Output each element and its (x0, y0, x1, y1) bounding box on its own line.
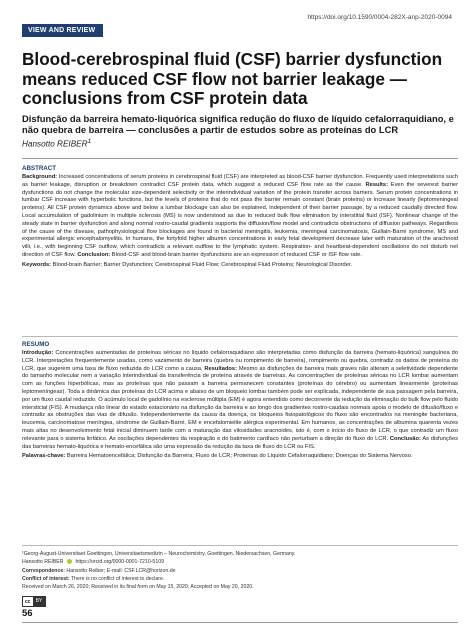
conclusion-label: Conclusion: (77, 251, 111, 258)
results-text: Even the severest barrier dysfunctions do not change the molecular size-dependent selectivity or the interindividual variation of the protein transfer across barriers. Serum protein concentrations in lumbar CSF increase with hyperbolic functions, but the levels of proteins that do not pass the barrier remain constant (brain proteins) or increase linearly (leptomeningeal proteins). All CSF protein dynamics above and below a lumbar blockage can also be explained, independent of their barrier passage, by a reduced caudally directed flow. Local accumulation of gadolinium in multiple sclerosis (MS) is now understood as due to reduced bulk flow elimination by interstitial fluid (ISF). Nonlinear change of the steady state in barrier dysfunction and along normal rostro-caudal gradients supports the diffusion/flow model and contradicts obstructions of diffusion pathways. Regardless of the cause of the disease, pathophysiological flow blockages are found in bacterial meningitis, leukemia, meningeal carcinomatosis, Guillain-Barré syndrome, MS and experimental allergic encephalomyelitis. In humans, the fortyfold higher albumin concentrations in early fetal development decrease later with maturation of the arachnoid villi, i.e., with beginning CSF outflow, which contradicts a relevant outflow to the lymphatic system. Respiration- and heartbeat-dependent oscillations do not disturb net direction of CSF flow. (22, 181, 458, 258)
intro-text: Concentrações aumentadas de proteínas séricas no líquido cefalorraquidiano são interpretadas como disfunção da barreira (hemato-liquórica) sanguínea do LCR. Interpretações frequentemente usadas, como vazamento de barreira (quebra ou rompimento de barreira), rompimento ou quebra, contradiz os dados de proteína do LCR, que sugerem uma taxa de fluxo reduzida do LCR como a causa. (22, 350, 458, 372)
orcid-icon (67, 559, 72, 564)
section-tag: VIEW AND REVIEW (22, 24, 103, 37)
keywords-text: Blood-brain Barrier; Barrier Dysfunction; Cerebrospinal Fluid Flow; Cerebrospinal Fluid Proteins; Neurological Disorder. (52, 261, 353, 268)
conclusion-text: Blood-CSF and blood-brain barrier dysfunctions are an expression of reduced CSF or ISF flow rate. (111, 251, 362, 258)
page-number: 56 (22, 608, 33, 619)
conclusao-text: As disfunções das barreiras hemato-liquórica e hemato-encefálica são uma expressão da redução da taxa de fluxo do LCR ou FIS. (22, 435, 458, 450)
palavras-chave-line (22, 453, 458, 461)
orcid-link[interactable]: https://orcid.org/0000-0001-7210-5109 (75, 559, 164, 566)
article-title: Blood-cerebrospinal fluid (CSF) barrier dysfunction means reduced CSF flow not barrier leakage — conclusions from CSF protein data (22, 49, 443, 108)
background-label: Background: (22, 174, 58, 180)
palavras-chave-text: Barreira Hematoencefálica; Disfunção da Barreira; Fluxo de LCR; Proteínas do Líquido Cefalorraquidiano; Doenças do Sistema Nervoso. (66, 453, 413, 460)
resumo-heading: RESUMO (22, 341, 50, 348)
received-line: Received on March 26, 2020; Received in its final form on May 15, 2020; Accepted on May 20, 2020. (22, 584, 254, 591)
author-name: Hansotto REIBER$^1$ (22, 138, 92, 149)
abstract-heading: ABSTRACT (22, 165, 57, 172)
intro-label: Introdução: (22, 350, 54, 356)
correspondence-line: Correspondence: Hansotto Reiber; E-mail: CSF.LCR@horizon.de (22, 567, 176, 574)
abstract-body (22, 174, 458, 260)
affiliation: ¹Georg-August-Universitaet Goettingen, Universitaetsmedizin – Neurochemistry, Goettingen, Niedersachsen, Germany. (22, 551, 296, 557)
abstract-section (22, 158, 458, 270)
conflict-line: Conflict of interest: There is no conflict of interest to declare. (22, 575, 165, 582)
background-text: Increased concentrations of serum proteins in cerebrospinal fluid (CSF) are interpreted as blood-CSF barrier dysfunction. Frequently used interpretations such as barrier leakage, disruption or breakdown contradict CSF protein data, which suggest a reduced CSF flow rate as the cause. (22, 174, 458, 188)
page-divider (22, 622, 458, 623)
doi-link[interactable]: https://doi.org/10.1590/0004-282X-anp-2020-0094 (307, 14, 452, 21)
resumo-body (22, 350, 458, 451)
resultados-label: Resultados: (204, 365, 237, 372)
keywords-label: Keywords: (22, 261, 52, 268)
keywords-line (22, 262, 458, 270)
results-label: Results: (365, 181, 388, 188)
orcid-line: Hansotto REIBER https://orcid.org/0000-0001-7210-5109 (22, 559, 164, 566)
resumo-section (22, 336, 458, 461)
article-subtitle: Disfunção da barreira hemato-liquórica significa redução do fluxo de líquido cefalorraquidiano, e não quebra de barreira — conclusões a partir de estudos sobre as proteínas do LCR (22, 113, 454, 136)
resultados-text: Mesmo as disfunções de barreira mais graves não alteram a seletividade dependente do tamanho molecular nem a variação interindividual da transferência de proteína através de barreiras. As concentrações de proteínas séricas no LCR lombar aumentam com as funções hiperbólicas, mas as proteínas que não passam a barreira permanecem constantes (proteínas do cérebro) ou aumentam linearmente (proteínas leptomeníngeas). Toda a dinâmica das proteínas do LCR acima e abaixo de um bloqueio lombar também pode ser explicada, independente de sua passagem pela barreira, por um fluxo caudal reduzido. O acúmulo local de gadolínio na esclerose múltipla (EM) é agora entendido como decorrente da redução da eliminação do bulk flow pelo fluido intersticial (FIS). A mudança não linear do estado estacionário na disfunção da barreira e ao longo dos gradientes rostro-caudais normais apoia o modelo de difusão/fluxo e contradiz as obstruções das vias de difusão. Independentemente da causa da doença, os bloqueios fisiopatológicos do fluxo são encontrados na meningite bacteriana, leucemia, carcinomatose meníngea, síndrome de Guillain-Barré, EM e encefalomielite alérgica experimental. Em humanos, as concentrações de albumina quarenta vezes mais altas no desenvolvimento fetal inicial diminuem tarde com a maturação das vilosidades aracnoides, isto é, com o início do fluxo de LCR, o que contradiz um fluxo relevante para o sistema linfático. As oscilações dependentes da respiração e do batimento cardíaco não perturbam a direção do fluxo do LCR. (22, 365, 458, 442)
palavras-chave-label: Palavras-chave: (22, 453, 66, 460)
footnotes (22, 545, 458, 591)
cc-license-badge[interactable] (22, 596, 46, 607)
by-icon: BY (33, 597, 46, 606)
cc-icon: cc (25, 598, 31, 605)
conclusao-label: Conclusão: (389, 435, 421, 442)
